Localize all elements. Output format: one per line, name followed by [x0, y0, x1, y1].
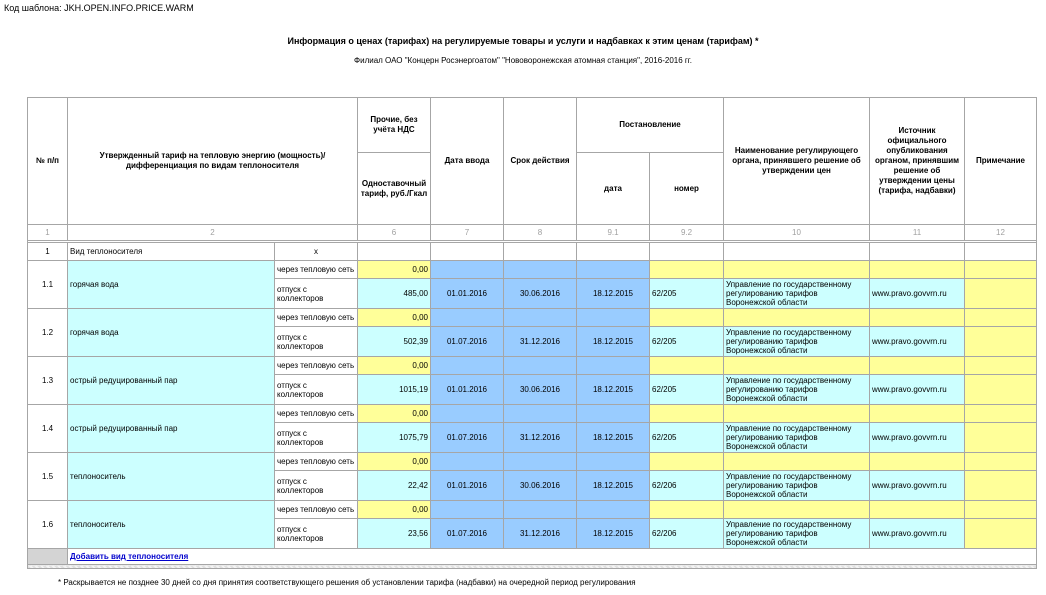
- org-value[interactable]: Управление по государственному регулированию тарифов Воронежской области: [724, 327, 870, 357]
- table-row: [28, 405, 1037, 423]
- carrier-mark: x: [275, 243, 358, 261]
- col-number: 1: [28, 225, 68, 241]
- page-subtitle: Филиал ОАО "Концерн Росэнергоатом" "Нововоронежская атомная станция", 2016-2016 гг.: [354, 56, 692, 65]
- decree-num-cell[interactable]: [650, 357, 724, 375]
- decree-num-cell[interactable]: [650, 261, 724, 279]
- row-num: 1.6: [28, 501, 68, 549]
- decree-date-value[interactable]: 18.12.2015: [577, 471, 650, 501]
- date-in-value[interactable]: 01.07.2016: [431, 327, 504, 357]
- decree-date-cell[interactable]: [577, 405, 650, 423]
- org-value[interactable]: Управление по государственному регулированию тарифов Воронежской области: [724, 375, 870, 405]
- term-value[interactable]: 31.12.2016: [504, 519, 577, 549]
- org-cell[interactable]: [724, 453, 870, 471]
- note-value[interactable]: [965, 519, 1037, 549]
- decree-date-value[interactable]: 18.12.2015: [577, 279, 650, 309]
- template-code: Код шаблона: JKH.OPEN.INFO.PRICE.WARM: [4, 3, 194, 13]
- note-cell[interactable]: [965, 261, 1037, 279]
- col-number: 9.2: [650, 225, 724, 241]
- note-value[interactable]: [965, 327, 1037, 357]
- date-in-cell[interactable]: [431, 453, 504, 471]
- sub-label-network: через тепловую сеть: [275, 501, 358, 519]
- header-other: Прочие, без учёта НДС: [358, 98, 431, 153]
- term-value[interactable]: 31.12.2016: [504, 423, 577, 453]
- col-number: 8: [504, 225, 577, 241]
- decree-num-cell[interactable]: [650, 405, 724, 423]
- carrier-label: Вид теплоносителя: [68, 243, 275, 261]
- table-row: [28, 501, 1037, 519]
- network-tariff-input[interactable]: 0,00: [358, 453, 431, 471]
- sub-label-collectors: отпуск с коллекторов: [275, 471, 358, 501]
- col-number: 9.1: [577, 225, 650, 241]
- decree-num-value[interactable]: 62/205: [650, 327, 724, 357]
- org-value[interactable]: Управление по государственному регулированию тарифов Воронежской области: [724, 279, 870, 309]
- decree-date-value[interactable]: 18.12.2015: [577, 423, 650, 453]
- row-num: 1.5: [28, 453, 68, 501]
- source-cell[interactable]: [870, 501, 965, 519]
- date-in-value[interactable]: 01.07.2016: [431, 519, 504, 549]
- add-carrier-link[interactable]: Добавить вид теплоносителя: [70, 552, 189, 561]
- source-value[interactable]: www.pravo.govvrn.ru: [870, 375, 965, 405]
- term-cell[interactable]: [504, 261, 577, 279]
- header-decree-num: номер: [650, 153, 724, 225]
- network-tariff-input[interactable]: 0,00: [358, 309, 431, 327]
- header-tariff: Утвержденный тариф на тепловую энергию (мощность)/ дифференциация по видам теплоносителя: [68, 98, 358, 225]
- org-cell[interactable]: [724, 309, 870, 327]
- sub-label-collectors: отпуск с коллекторов: [275, 375, 358, 405]
- source-value[interactable]: www.pravo.govvrn.ru: [870, 423, 965, 453]
- source-value[interactable]: www.pravo.govvrn.ru: [870, 519, 965, 549]
- header-note: Примечание: [965, 98, 1037, 225]
- date-in-cell[interactable]: [431, 261, 504, 279]
- decree-num-cell[interactable]: [650, 501, 724, 519]
- org-cell[interactable]: [724, 405, 870, 423]
- sub-label-network: через тепловую сеть: [275, 261, 358, 279]
- source-cell[interactable]: [870, 357, 965, 375]
- org-cell[interactable]: [724, 501, 870, 519]
- decree-num-cell[interactable]: [650, 309, 724, 327]
- date-in-cell[interactable]: [431, 309, 504, 327]
- row-num: 1.2: [28, 309, 68, 357]
- decree-date-cell[interactable]: [577, 261, 650, 279]
- row-num: 1.4: [28, 405, 68, 453]
- collectors-tariff-value[interactable]: 1075,79: [358, 423, 431, 453]
- term-cell[interactable]: [504, 309, 577, 327]
- term-value[interactable]: 31.12.2016: [504, 327, 577, 357]
- col-number: 2: [68, 225, 358, 241]
- date-in-cell[interactable]: [431, 357, 504, 375]
- note-cell[interactable]: [965, 357, 1037, 375]
- network-tariff-input[interactable]: 0,00: [358, 405, 431, 423]
- note-value[interactable]: [965, 471, 1037, 501]
- header-source: Источник официального опубликования органом, принявшим решение об утверждении цены (тарифа, надбавки): [870, 98, 965, 225]
- network-tariff-input[interactable]: 0,00: [358, 357, 431, 375]
- sub-label-network: через тепловую сеть: [275, 357, 358, 375]
- note-value[interactable]: [965, 375, 1037, 405]
- carrier-row: [28, 243, 1037, 261]
- decree-date-cell[interactable]: [577, 453, 650, 471]
- header-decree: Постановление: [577, 98, 724, 153]
- term-cell[interactable]: [504, 357, 577, 375]
- network-tariff-input[interactable]: 0,00: [358, 261, 431, 279]
- source-cell[interactable]: [870, 453, 965, 471]
- source-value[interactable]: www.pravo.govvrn.ru: [870, 279, 965, 309]
- collectors-tariff-value[interactable]: 1015,19: [358, 375, 431, 405]
- org-cell[interactable]: [724, 357, 870, 375]
- sub-label-network: через тепловую сеть: [275, 309, 358, 327]
- network-tariff-input[interactable]: 0,00: [358, 501, 431, 519]
- decree-date-value[interactable]: 18.12.2015: [577, 375, 650, 405]
- collectors-tariff-value[interactable]: 485,00: [358, 279, 431, 309]
- table-header: [28, 98, 1037, 261]
- carrier-name: острый редуцированный пар: [68, 405, 275, 453]
- note-cell[interactable]: [965, 405, 1037, 423]
- org-value[interactable]: Управление по государственному регулированию тарифов Воронежской области: [724, 471, 870, 501]
- decree-num-value[interactable]: 62/205: [650, 375, 724, 405]
- collectors-tariff-value[interactable]: 502,39: [358, 327, 431, 357]
- source-cell[interactable]: [870, 309, 965, 327]
- carrier-name: горячая вода: [68, 261, 275, 309]
- term-value[interactable]: 30.06.2016: [504, 471, 577, 501]
- row-num: 1: [28, 243, 68, 261]
- table-row: [28, 357, 1037, 375]
- decree-num-value[interactable]: 62/206: [650, 519, 724, 549]
- term-cell[interactable]: [504, 453, 577, 471]
- term-cell[interactable]: [504, 405, 577, 423]
- row-num: 1.1: [28, 261, 68, 309]
- header-decree-date: дата: [577, 153, 650, 225]
- decree-date-value[interactable]: 18.12.2015: [577, 519, 650, 549]
- note-cell[interactable]: [965, 501, 1037, 519]
- col-number: 11: [870, 225, 965, 241]
- source-value[interactable]: www.pravo.govvrn.ru: [870, 327, 965, 357]
- decree-num-value[interactable]: 62/205: [650, 279, 724, 309]
- sub-label-network: через тепловую сеть: [275, 405, 358, 423]
- carrier-name: горячая вода: [68, 309, 275, 357]
- sub-label-collectors: отпуск с коллекторов: [275, 519, 358, 549]
- tariff-groups: [28, 261, 1037, 549]
- carrier-name: теплоноситель: [68, 453, 275, 501]
- org-value[interactable]: Управление по государственному регулированию тарифов Воронежской области: [724, 519, 870, 549]
- decree-date-cell[interactable]: [577, 357, 650, 375]
- decree-num-cell[interactable]: [650, 453, 724, 471]
- header-num: № п/п: [28, 98, 68, 225]
- tariff-table: [27, 97, 1037, 569]
- decree-num-value[interactable]: 62/205: [650, 423, 724, 453]
- col-number: 6: [358, 225, 431, 241]
- date-in-value[interactable]: 01.01.2016: [431, 375, 504, 405]
- org-cell[interactable]: [724, 261, 870, 279]
- page-title: Информация о ценах (тарифах) на регулируемые товары и услуги и надбавках к этим ценам (тарифам) *: [287, 36, 759, 46]
- date-in-value[interactable]: 01.01.2016: [431, 471, 504, 501]
- row-num: 1.3: [28, 357, 68, 405]
- carrier-name: теплоноситель: [68, 501, 275, 549]
- term-cell[interactable]: [504, 501, 577, 519]
- header-org: Наименование регулирующего органа, принявшего решение об утверждении цен: [724, 98, 870, 225]
- header-term: Срок действия: [504, 98, 577, 225]
- date-in-value[interactable]: 01.07.2016: [431, 423, 504, 453]
- date-in-cell[interactable]: [431, 501, 504, 519]
- table-row: [28, 309, 1037, 327]
- source-value[interactable]: www.pravo.govvrn.ru: [870, 471, 965, 501]
- decree-num-value[interactable]: 62/206: [650, 471, 724, 501]
- source-cell[interactable]: [870, 261, 965, 279]
- table-row: [28, 453, 1037, 471]
- sub-label-collectors: отпуск с коллекторов: [275, 423, 358, 453]
- decree-date-cell[interactable]: [577, 309, 650, 327]
- table-row: [28, 261, 1037, 279]
- date-in-cell[interactable]: [431, 405, 504, 423]
- date-in-value[interactable]: 01.01.2016: [431, 279, 504, 309]
- source-cell[interactable]: [870, 405, 965, 423]
- header-date-in: Дата ввода: [431, 98, 504, 225]
- sub-label-collectors: отпуск с коллекторов: [275, 327, 358, 357]
- term-value[interactable]: 30.06.2016: [504, 375, 577, 405]
- note-cell[interactable]: [965, 309, 1037, 327]
- collectors-tariff-value[interactable]: 23,56: [358, 519, 431, 549]
- add-row: [28, 549, 1037, 565]
- collectors-tariff-value[interactable]: 22,42: [358, 471, 431, 501]
- carrier-name: острый редуцированный пар: [68, 357, 275, 405]
- note-value[interactable]: [965, 423, 1037, 453]
- col-number: 7: [431, 225, 504, 241]
- sub-label-collectors: отпуск с коллекторов: [275, 279, 358, 309]
- term-value[interactable]: 30.06.2016: [504, 279, 577, 309]
- decree-date-value[interactable]: 18.12.2015: [577, 327, 650, 357]
- decree-date-cell[interactable]: [577, 501, 650, 519]
- sub-label-network: через тепловую сеть: [275, 453, 358, 471]
- note-cell[interactable]: [965, 453, 1037, 471]
- org-value[interactable]: Управление по государственному регулированию тарифов Воронежской области: [724, 423, 870, 453]
- col-number: 10: [724, 225, 870, 241]
- footnote: * Раскрывается не позднее 30 дней со дня принятия соответствующего решения об установлении тарифа (надбавки) на очередной период регулирования: [58, 578, 636, 587]
- header-single-rate: Одноставочный тариф, руб./Гкал: [358, 153, 431, 225]
- note-value[interactable]: [965, 279, 1037, 309]
- col-number: 12: [965, 225, 1037, 241]
